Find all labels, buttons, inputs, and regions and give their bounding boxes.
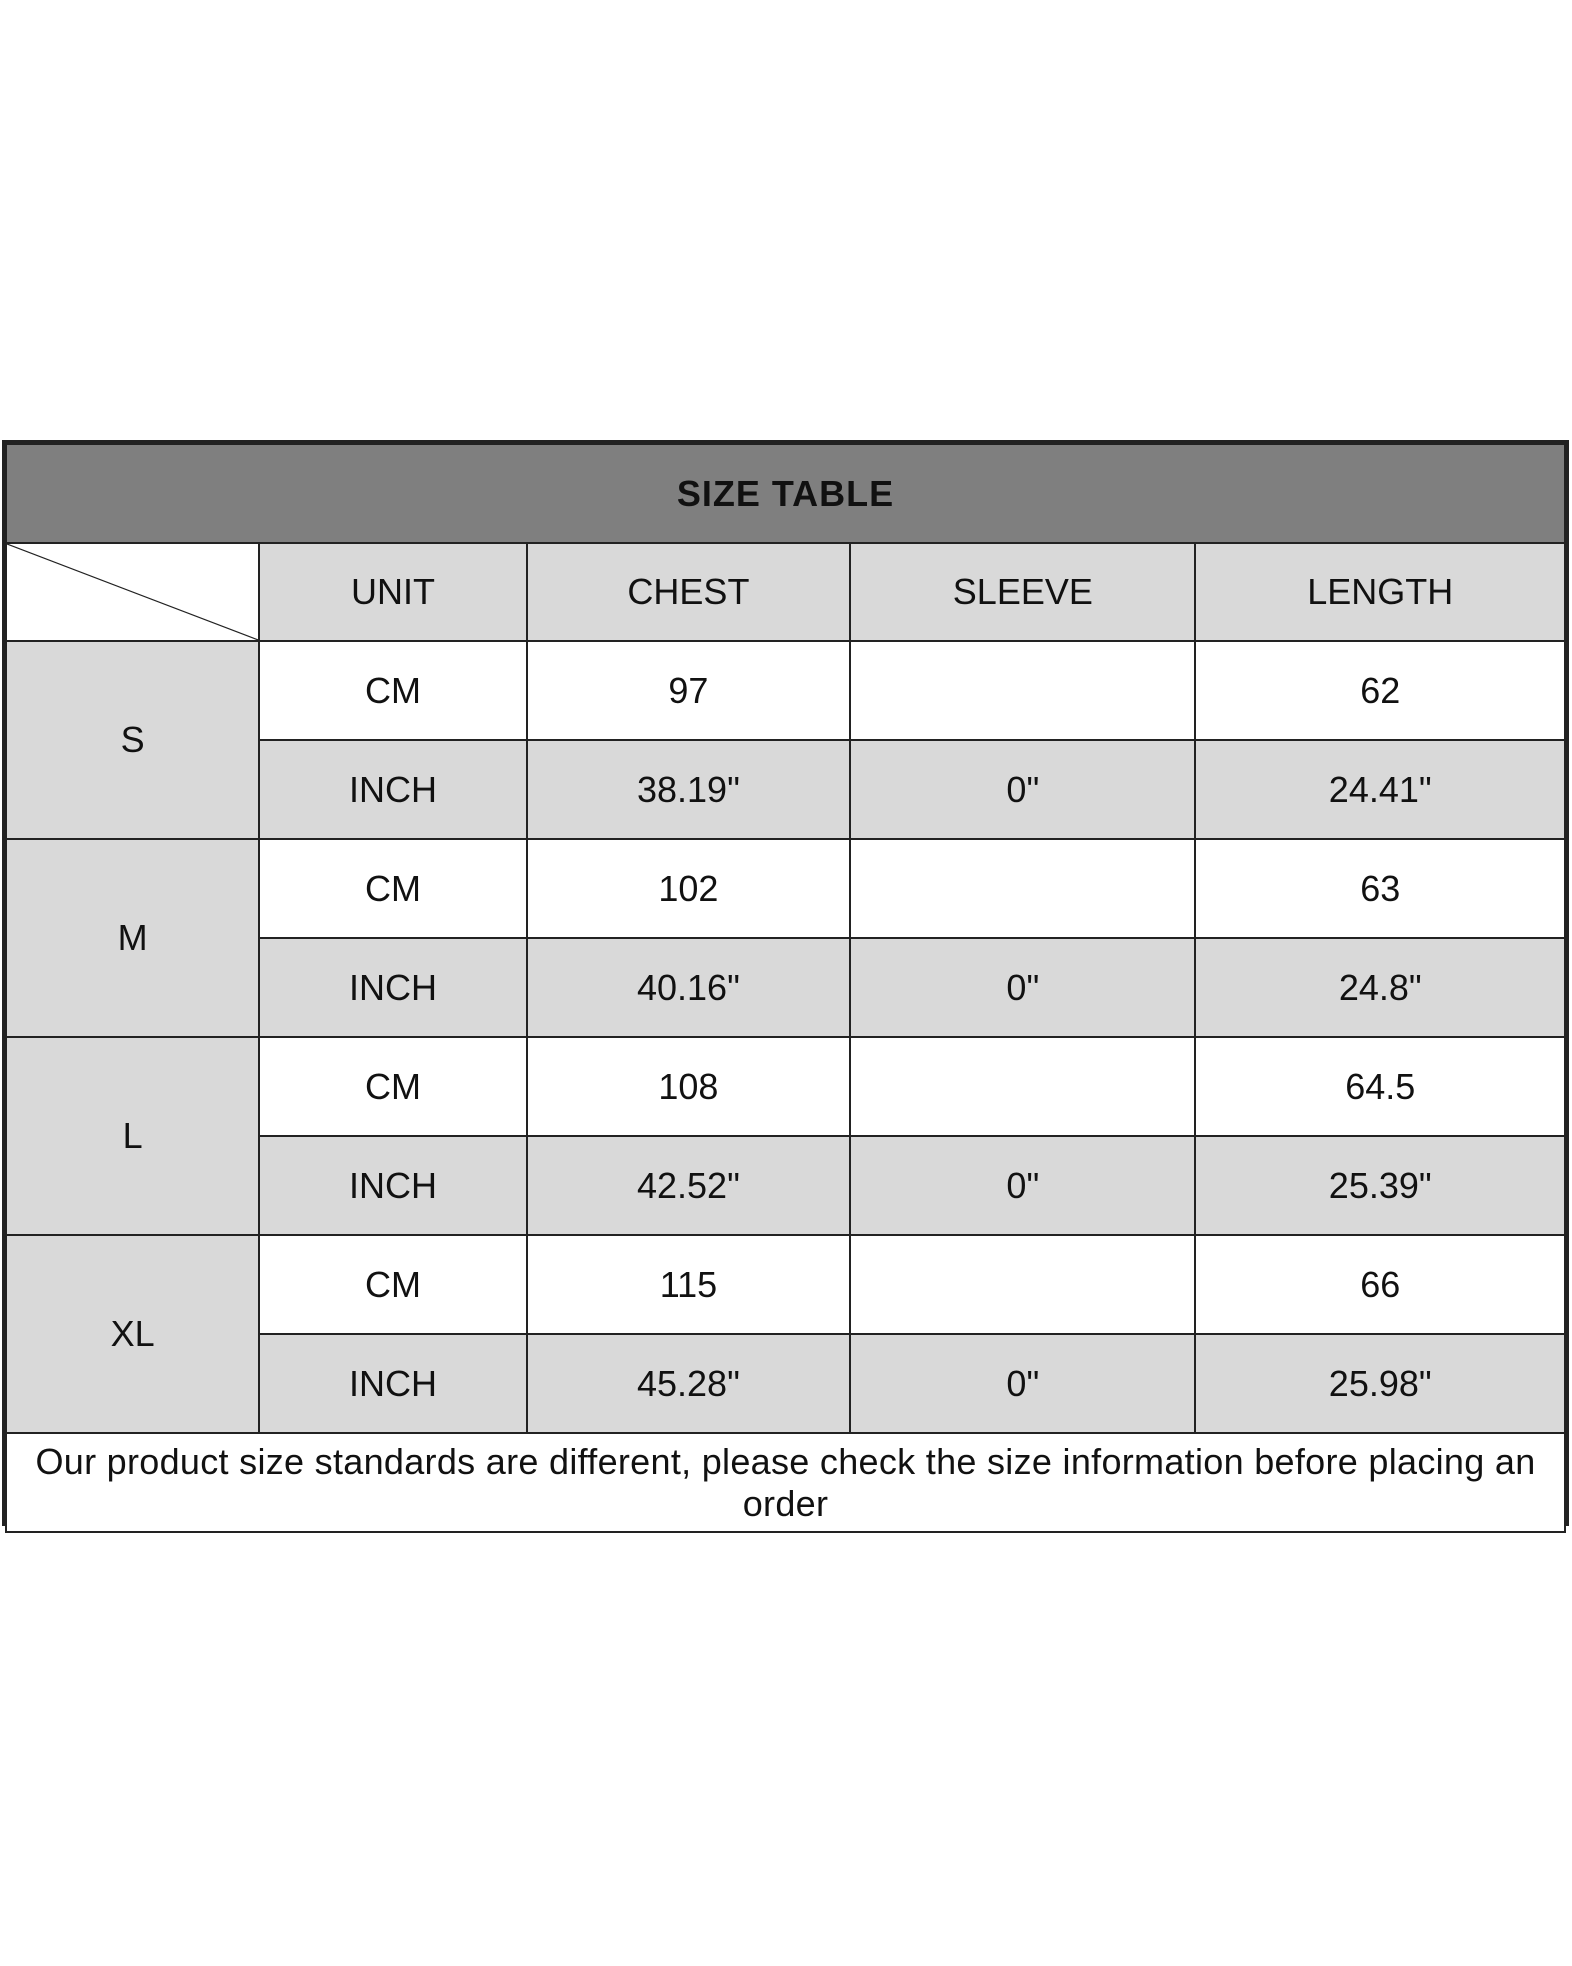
cell-length: 25.98" — [1195, 1334, 1565, 1433]
cell-chest: 40.16" — [527, 938, 850, 1037]
cell-sleeve — [850, 1235, 1195, 1334]
cell-sleeve: 0" — [850, 1136, 1195, 1235]
cell-length: 62 — [1195, 641, 1565, 740]
cell-unit: CM — [259, 641, 526, 740]
cell-unit: INCH — [259, 938, 526, 1037]
cell-chest: 38.19" — [527, 740, 850, 839]
cell-length: 24.8" — [1195, 938, 1565, 1037]
size-label: L — [6, 1037, 259, 1235]
cell-sleeve: 0" — [850, 1334, 1195, 1433]
cell-length: 64.5 — [1195, 1037, 1565, 1136]
cell-unit: INCH — [259, 1136, 526, 1235]
cell-sleeve: 0" — [850, 740, 1195, 839]
cell-length: 66 — [1195, 1235, 1565, 1334]
column-header-sleeve: SLEEVE — [850, 543, 1195, 641]
column-header-chest: CHEST — [527, 543, 850, 641]
cell-unit: CM — [259, 1235, 526, 1334]
cell-chest: 45.28" — [527, 1334, 850, 1433]
cell-unit: INCH — [259, 1334, 526, 1433]
column-header-length: LENGTH — [1195, 543, 1565, 641]
cell-length: 63 — [1195, 839, 1565, 938]
size-label: S — [6, 641, 259, 839]
size-note: Our product size standards are different, please check the size information before placing an order — [6, 1433, 1565, 1532]
cell-sleeve — [850, 839, 1195, 938]
table-row — [6, 1235, 1565, 1334]
cell-length: 25.39" — [1195, 1136, 1565, 1235]
diagonal-divider-icon — [7, 544, 258, 640]
cell-sleeve — [850, 641, 1195, 740]
cell-unit: CM — [259, 1037, 526, 1136]
size-table-container — [2, 440, 1569, 1526]
table-row — [6, 1037, 1565, 1136]
corner-cell — [6, 543, 259, 641]
cell-chest: 115 — [527, 1235, 850, 1334]
table-row — [6, 839, 1565, 938]
cell-unit: INCH — [259, 740, 526, 839]
size-label: XL — [6, 1235, 259, 1433]
note-row — [6, 1433, 1565, 1532]
cell-chest: 108 — [527, 1037, 850, 1136]
cell-chest: 42.52" — [527, 1136, 850, 1235]
header-row — [6, 543, 1565, 641]
table-title: SIZE TABLE — [6, 444, 1565, 543]
cell-unit: CM — [259, 839, 526, 938]
title-row — [6, 444, 1565, 543]
cell-sleeve: 0" — [850, 938, 1195, 1037]
size-table — [5, 443, 1566, 1533]
cell-sleeve — [850, 1037, 1195, 1136]
size-label: M — [6, 839, 259, 1037]
cell-length: 24.41" — [1195, 740, 1565, 839]
cell-chest: 97 — [527, 641, 850, 740]
table-row — [6, 641, 1565, 740]
column-header-unit: UNIT — [259, 543, 526, 641]
cell-chest: 102 — [527, 839, 850, 938]
